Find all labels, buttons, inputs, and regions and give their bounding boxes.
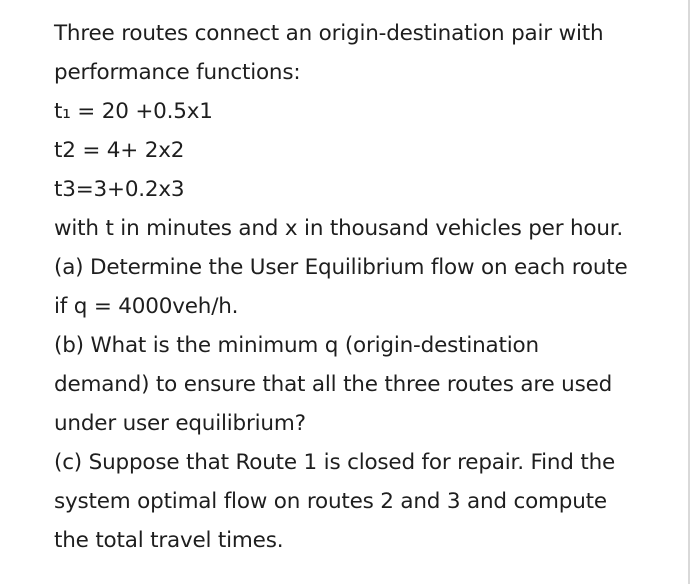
- text-line-units: with t in minutes and x in thousand vehicles per hour.: [54, 216, 624, 241]
- question-b-line-1: (b) What is the minimum q (origin-destination: [54, 333, 539, 358]
- question-a-line-1: (a) Determine the User Equilibrium flow on each route: [54, 255, 628, 280]
- question-c-line-1: (c) Suppose that Route 1 is closed for repair. Find the: [54, 450, 616, 475]
- text-line-intro-2: performance functions:: [54, 60, 301, 85]
- question-c-line-3: the total travel times.: [54, 528, 284, 553]
- question-b-line-3: under user equilibrium?: [54, 411, 306, 436]
- equation-route-3: t3=3+0.2x3: [54, 177, 185, 202]
- equation-route-2: t2 = 4+ 2x2: [54, 138, 185, 163]
- question-c-line-2: system optimal flow on routes 2 and 3 and compute: [54, 489, 607, 514]
- question-a-line-2: if q = 4000veh/h.: [54, 294, 239, 319]
- equation-route-1: t₁ = 20 +0.5x1: [54, 99, 213, 124]
- problem-text: [54, 14, 664, 560]
- question-b-line-2: demand) to ensure that all the three routes are used: [54, 372, 613, 397]
- text-line-intro-1: Three routes connect an origin-destination pair with: [54, 21, 604, 46]
